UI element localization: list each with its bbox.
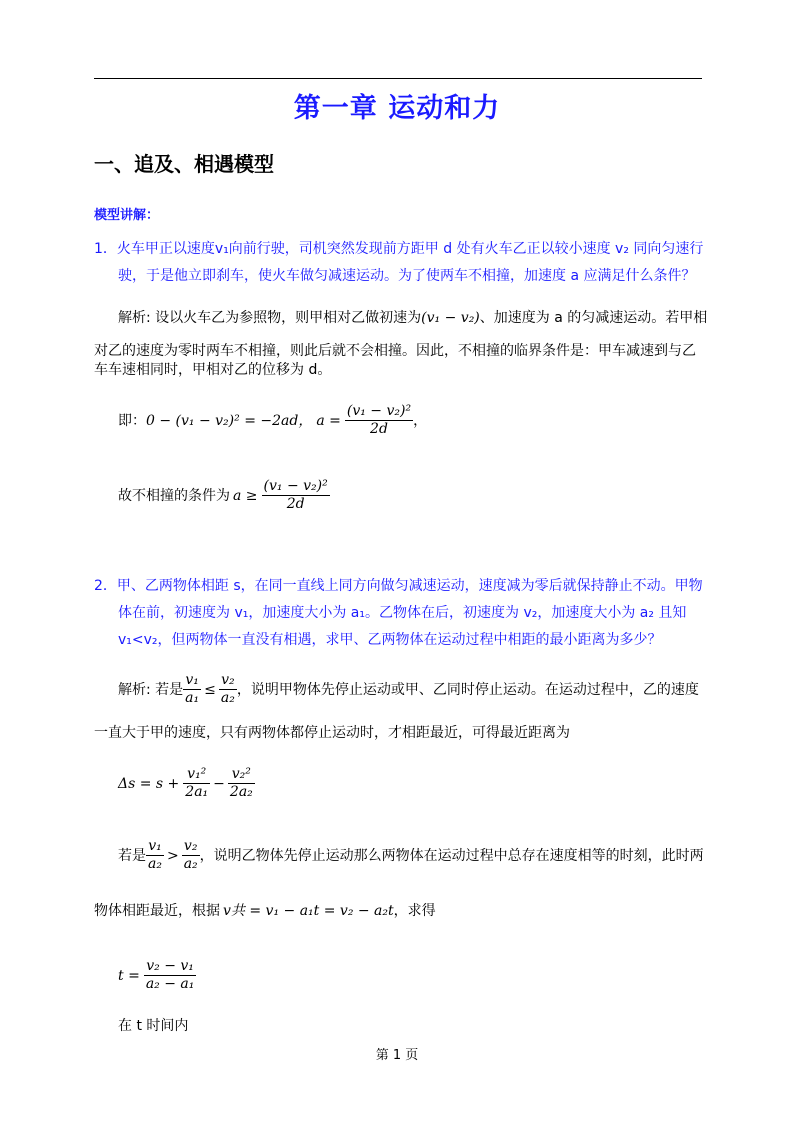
equation-1-end: ，: [413, 412, 428, 429]
solution-1-math: (v₁ − v₂): [421, 310, 480, 326]
equation-1-main: 0 − (v₁ − v₂)² = −2ad，: [146, 412, 313, 429]
fraction-numerator: v₁: [146, 838, 164, 856]
condition-a: a ≥: [233, 487, 258, 504]
problem-2-line-3: v₁<v₂，但两物体一直没有相遇，求甲、乙两物体在运动过程中相距的最小距离为多少？: [118, 632, 662, 648]
fraction-numerator: v₂²: [228, 766, 255, 784]
problem-2-line-1: 2．甲、乙两物体相距 s，在同一直线上同方向做匀减速运动，速度减为零后就保持静止不动。甲物: [94, 578, 703, 594]
equation-1-a: a =: [316, 412, 341, 429]
solution-2-line-3: [118, 838, 704, 873]
fraction-numerator: v₁²: [183, 766, 210, 784]
t-lhs: t =: [118, 967, 140, 984]
solution-2-rest: ，说明甲物体先停止运动或甲、乙同时停止运动。在运动过程中，乙的速度: [236, 681, 699, 698]
condition-fraction: [262, 478, 330, 513]
header-rule: [94, 78, 702, 79]
equation-1-fraction: [345, 403, 413, 438]
solution-2-line-3-rest: ，说明乙物体先停止运动那么两物体在运动过程中总存在速度相等的时刻，此时两: [199, 847, 704, 864]
solution-2-line-4-text: 物体相距最近，根据: [94, 903, 220, 919]
delta-s-lhs: Δs = s +: [118, 775, 180, 792]
problem-1-line-1: 1．火车甲正以速度v₁向前行驶，司机突然发现前方距甲 d 处有火车乙正以较小速度 v₂ 同向匀速行: [94, 241, 704, 257]
solution-1-line-2: 对乙的速度为零时两车不相撞，则此后就不会相撞。因此，不相撞的临界条件是：甲车减速到与乙: [94, 343, 696, 359]
solution-1-line-1: [118, 309, 707, 327]
minus-sign: −: [213, 775, 225, 792]
t-equation: [118, 958, 196, 993]
fraction-denominator: 2a₂: [229, 784, 253, 800]
common-velocity-equation: v共 = v₁ − a₁t = v₂ − a₂t: [223, 903, 394, 919]
solution-2-line-5: 在 t 时间内: [118, 1018, 189, 1034]
fraction-v2-a2-b: [182, 838, 200, 873]
fraction-denominator: a₂ − a₁: [145, 976, 195, 992]
fraction-denominator: 2a₁: [185, 784, 209, 800]
section-title: 一、追及、相遇模型: [94, 152, 274, 176]
fraction-denominator: a₂: [220, 690, 235, 706]
delta-s-fraction-1: [183, 766, 210, 801]
fraction-v2-a2: [219, 672, 237, 707]
solution-2-prefix: 解析: 若是: [118, 681, 184, 698]
solution-2-line-3-prefix: 若是: [118, 847, 146, 864]
solution-2-line-4-end: ，求得: [393, 903, 436, 919]
condition-line: [118, 478, 330, 513]
problem-2-line-2: 体在前，初速度为 v₁，加速度大小为 a₁。乙物体在后，初速度为 v₂，加速度大小为 a₂ 且知: [118, 605, 687, 621]
condition-prefix: 故不相撞的条件为: [118, 487, 230, 504]
problem-1-line-2: 驶，于是他立即刹车，使火车做匀减速运动。为了使两车不相撞，加速度 a 应满足什么条件？: [118, 268, 696, 284]
solution-1-line-3: 车车速相同时，甲相对乙的位移为 d。: [94, 362, 332, 378]
model-label: 模型讲解：: [94, 208, 160, 223]
chapter-title: 第一章 运动和力: [293, 93, 501, 124]
solution-1-rest: 、加速度为 a 的匀减速运动。若甲相: [479, 310, 708, 326]
fraction-v1-a2: [146, 838, 164, 873]
le-sign: ≤: [204, 681, 216, 698]
fraction-numerator: v₂: [219, 672, 237, 690]
solution-1-text: 解析: 设以火车乙为参照物，则甲相对乙做初速为: [118, 310, 422, 326]
fraction-v1-a1: [183, 672, 201, 707]
fraction-denominator: a₂: [183, 856, 198, 872]
equation-1: [118, 403, 427, 438]
equation-1-numerator: (v₁ − v₂)²: [346, 403, 412, 419]
page-number: 第 1 页: [375, 1048, 419, 1063]
solution-2-line-2: 一直大于甲的速度，只有两物体都停止运动时，才相距最近，可得最近距离为: [94, 725, 570, 741]
delta-s-fraction-2: [228, 766, 255, 801]
fraction-numerator: v₁: [183, 672, 201, 690]
fraction-numerator: v₂: [182, 838, 200, 856]
condition-denominator: 2d: [286, 496, 305, 512]
fraction-numerator: v₂ − v₁: [144, 958, 197, 976]
t-fraction: [144, 958, 197, 993]
solution-2-line-1: [118, 672, 699, 707]
gt-sign: >: [166, 847, 179, 864]
fraction-denominator: a₁: [185, 690, 200, 706]
solution-2-line-4: [94, 902, 436, 920]
condition-numerator: (v₁ − v₂)²: [263, 478, 328, 494]
equation-1-prefix: 即：: [118, 412, 146, 429]
fraction-denominator: a₂: [148, 856, 162, 872]
delta-s-equation: [118, 766, 255, 801]
equation-1-denominator: 2d: [370, 421, 388, 437]
